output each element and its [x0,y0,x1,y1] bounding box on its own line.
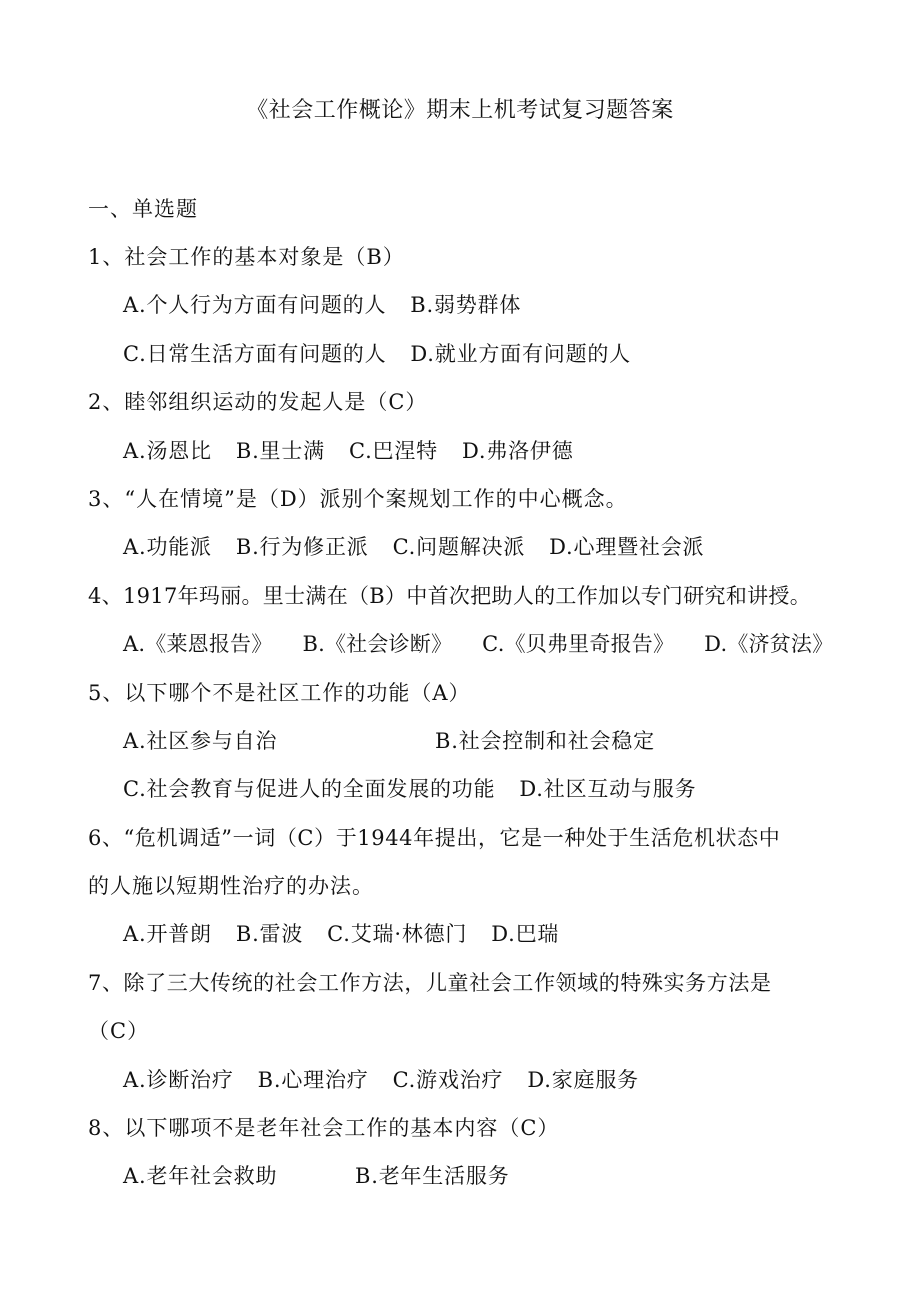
question-stem: 5、以下哪个不是社区工作的功能（A） [88,680,471,705]
question-2 [88,387,878,484]
option-d: D.社区互动与服务 [519,777,697,802]
document-title: 《社会工作概论》期末上机考试复习题答案 [246,98,674,123]
option-row [88,436,878,484]
option-b: B.老年生活服务 [355,1164,510,1189]
option-d: D.《济贫法》 [704,632,834,657]
option-a: A.汤恩比 [123,438,212,463]
option-c: C.问题解决派 [392,535,526,560]
option-b: B.里士满 [235,438,325,463]
question-stem: 3、“人在情境”是（D）派别个案规划工作的中心概念。 [88,486,628,511]
question-8 [88,1113,878,1210]
option-c: C.艾瑞·林德门 [327,922,468,947]
option-a: A.功能派 [123,535,212,560]
option-b: B.行为修正派 [235,535,369,560]
question-stem: 2、睦邻组织运动的发起人是（C） [88,390,428,415]
option-a: A.个人行为方面有问题的人 [123,293,387,318]
option-d: D.弗洛伊德 [461,438,574,463]
option-b: B.心理治疗 [257,1067,369,1092]
option-row [88,629,878,677]
question-1 [88,242,878,387]
option-a: A.《莱恩报告》 [123,632,273,657]
option-a: A.开普朗 [123,922,212,947]
question-stem-line-2: 的人施以短期性治疗的办法。 [88,874,374,899]
question-7 [88,968,878,1113]
option-b: B.社会控制和社会稳定 [435,728,655,753]
option-row [88,290,878,338]
option-row [88,919,878,967]
option-a: A.老年社会救助 [123,1164,278,1189]
option-row [88,1065,878,1113]
question-5 [88,678,878,823]
option-row [88,726,878,774]
question-stem: 4、1917年玛丽。里士满在（B）中首次把助人的工作加以专门研究和讲授。 [88,583,812,608]
question-stem-line-1: 6、“危机调适”一词（C）于1944年提出，它是一种处于生活危机状态中 [88,825,781,850]
option-row [88,339,878,387]
question-4 [88,581,878,678]
option-c: C.巴涅特 [348,438,438,463]
option-a: A.社区参与自治 [123,728,278,753]
option-a: A.诊断治疗 [123,1067,234,1092]
option-d: D.家庭服务 [527,1067,639,1092]
option-b: B.《社会诊断》 [302,632,453,657]
question-stem: 1、社会工作的基本对象是（B） [88,245,405,269]
option-d: D.巴瑞 [491,922,560,947]
option-row [88,1161,878,1209]
question-list [88,242,878,1210]
option-row [88,774,878,822]
question-3 [88,484,878,581]
question-stem: 8、以下哪项不是老年社会工作的基本内容（C） [88,1116,560,1141]
section-heading: 一、单选题 [88,197,198,221]
option-c: C.日常生活方面有问题的人 [123,341,387,366]
option-d: D.心理暨社会派 [549,535,705,560]
option-c: C.社会教育与促进人的全面发展的功能 [123,777,496,802]
question-stem-line-2: （C） [88,1019,150,1044]
option-c: C.《贝弗里奇报告》 [482,632,675,657]
option-c: C.游戏治疗 [392,1067,504,1092]
option-row [88,532,878,580]
option-b: B.雷波 [235,922,304,947]
question-6 [88,823,878,968]
option-d: D.就业方面有问题的人 [410,341,631,366]
question-stem-line-1: 7、除了三大传统的社会工作方法，儿童社会工作领域的特殊实务方法是 [88,970,772,995]
option-b: B.弱势群体 [410,293,522,318]
